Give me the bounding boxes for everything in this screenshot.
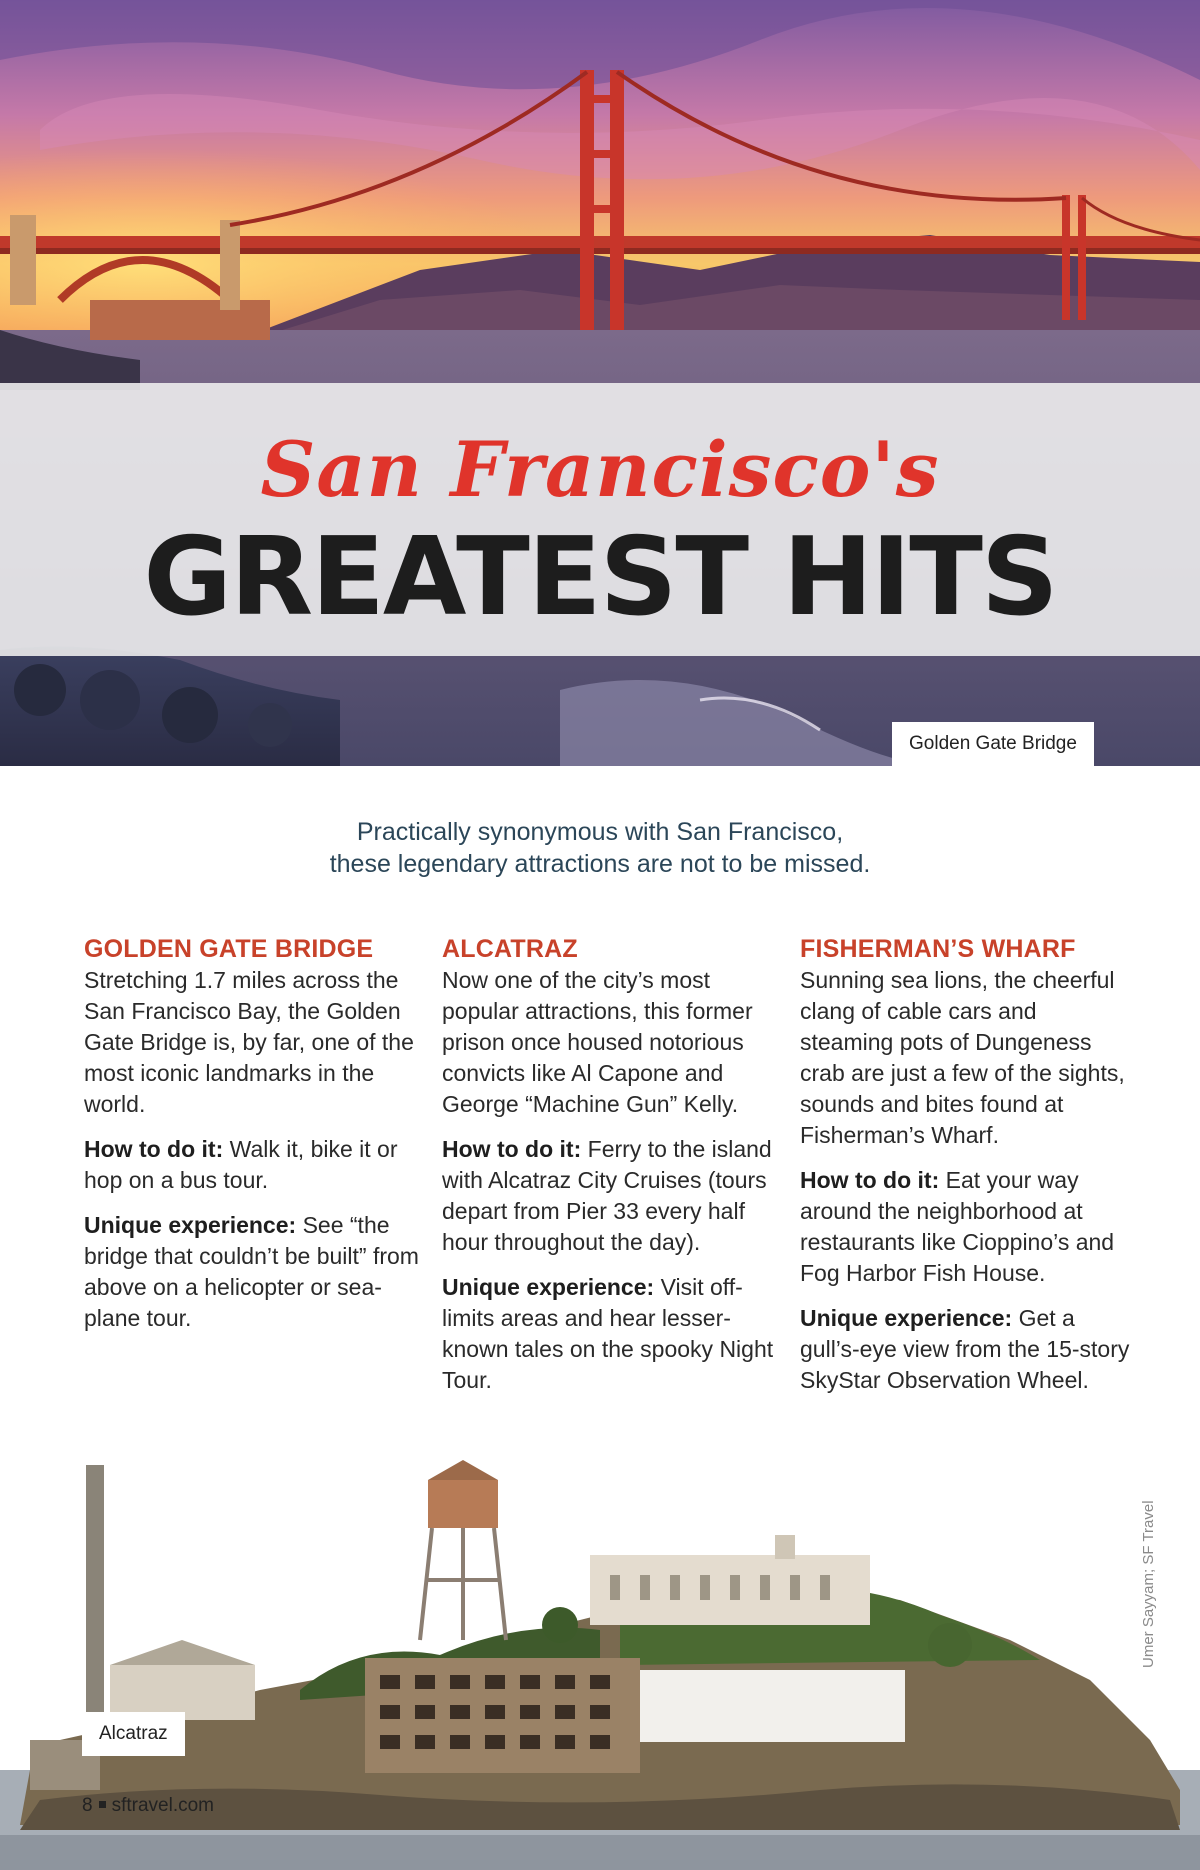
unique-experience (442, 1272, 777, 1396)
column-description: Now one of the city’s most popular attractions, this former prison once housed notorious convicts like Al Capone and George “Machine Gun” Kelly. (442, 967, 753, 1117)
footer-site-link[interactable]: sftravel.com (111, 1795, 214, 1816)
unique-label: Unique experience: (442, 1274, 655, 1300)
column-golden-gate-bridge (84, 933, 419, 1348)
column-description: Sunning sea lions, the cheerful clang of cable cars and steaming pots of Dungeness crab are just a few of the sights, sounds and bites found at Fisherman’s Wharf. (800, 967, 1125, 1148)
intro-text (100, 816, 1100, 880)
unique-experience (800, 1303, 1135, 1396)
how-text: Walk it, bike it or hop on a bus tour. (84, 1136, 398, 1193)
photo-caption-alcatraz: Alcatraz (82, 1712, 185, 1756)
page-number: 8 (82, 1795, 93, 1816)
how-label: How to do it: (442, 1136, 582, 1162)
unique-text: Get a gull’s-eye view from the 15-story SkyStar Observation Wheel. (800, 1305, 1130, 1393)
unique-text: See “the bridge that couldn’t be built” from above on a helicopter or sea-plane tour. (84, 1212, 419, 1331)
photo-caption-golden-gate: Golden Gate Bridge (892, 722, 1094, 766)
unique-label: Unique experience: (800, 1305, 1013, 1331)
how-label: How to do it: (800, 1167, 940, 1193)
square-bullet-icon (99, 1801, 106, 1808)
page-footer (82, 1795, 214, 1817)
how-label: How to do it: (84, 1136, 224, 1162)
column-heading: GOLDEN GATE BRIDGE (84, 935, 374, 963)
unique-experience (84, 1210, 419, 1334)
column-heading: FISHERMAN’S WHARF (800, 935, 1076, 963)
unique-label: Unique experience: (84, 1212, 297, 1238)
how-to-do-it (800, 1165, 1135, 1289)
unique-text: Visit off-limits areas and hear lesser-known tales on the spooky Night Tour. (442, 1274, 774, 1393)
how-text: Ferry to the island with Alcatraz City Cruises (tours depart from Pier 33 every half hour throughout the day). (442, 1136, 772, 1255)
hero-section (0, 0, 1200, 766)
how-text: Eat your way around the neighborhood at restaurants like Cioppino’s and Fog Harbor Fish House. (800, 1167, 1115, 1286)
page-title: GREATEST HITS (143, 515, 1057, 640)
column-fishermans-wharf (800, 933, 1135, 1410)
how-to-do-it (442, 1134, 777, 1258)
intro-line-2: these legendary attractions are not to be missed. (329, 850, 871, 878)
intro-line-1: Practically synonymous with San Francisco, (356, 818, 844, 846)
column-alcatraz (442, 933, 777, 1410)
how-to-do-it (84, 1134, 419, 1196)
column-heading: ALCATRAZ (442, 935, 578, 963)
photo-credit: Umer Sayyam; SF Travel (1140, 1500, 1157, 1668)
column-description: Stretching 1.7 miles across the San Francisco Bay, the Golden Gate Bridge is, by far, one of the most iconic landmarks in the world. (84, 967, 414, 1117)
title-script: San Francisco's (260, 425, 940, 514)
